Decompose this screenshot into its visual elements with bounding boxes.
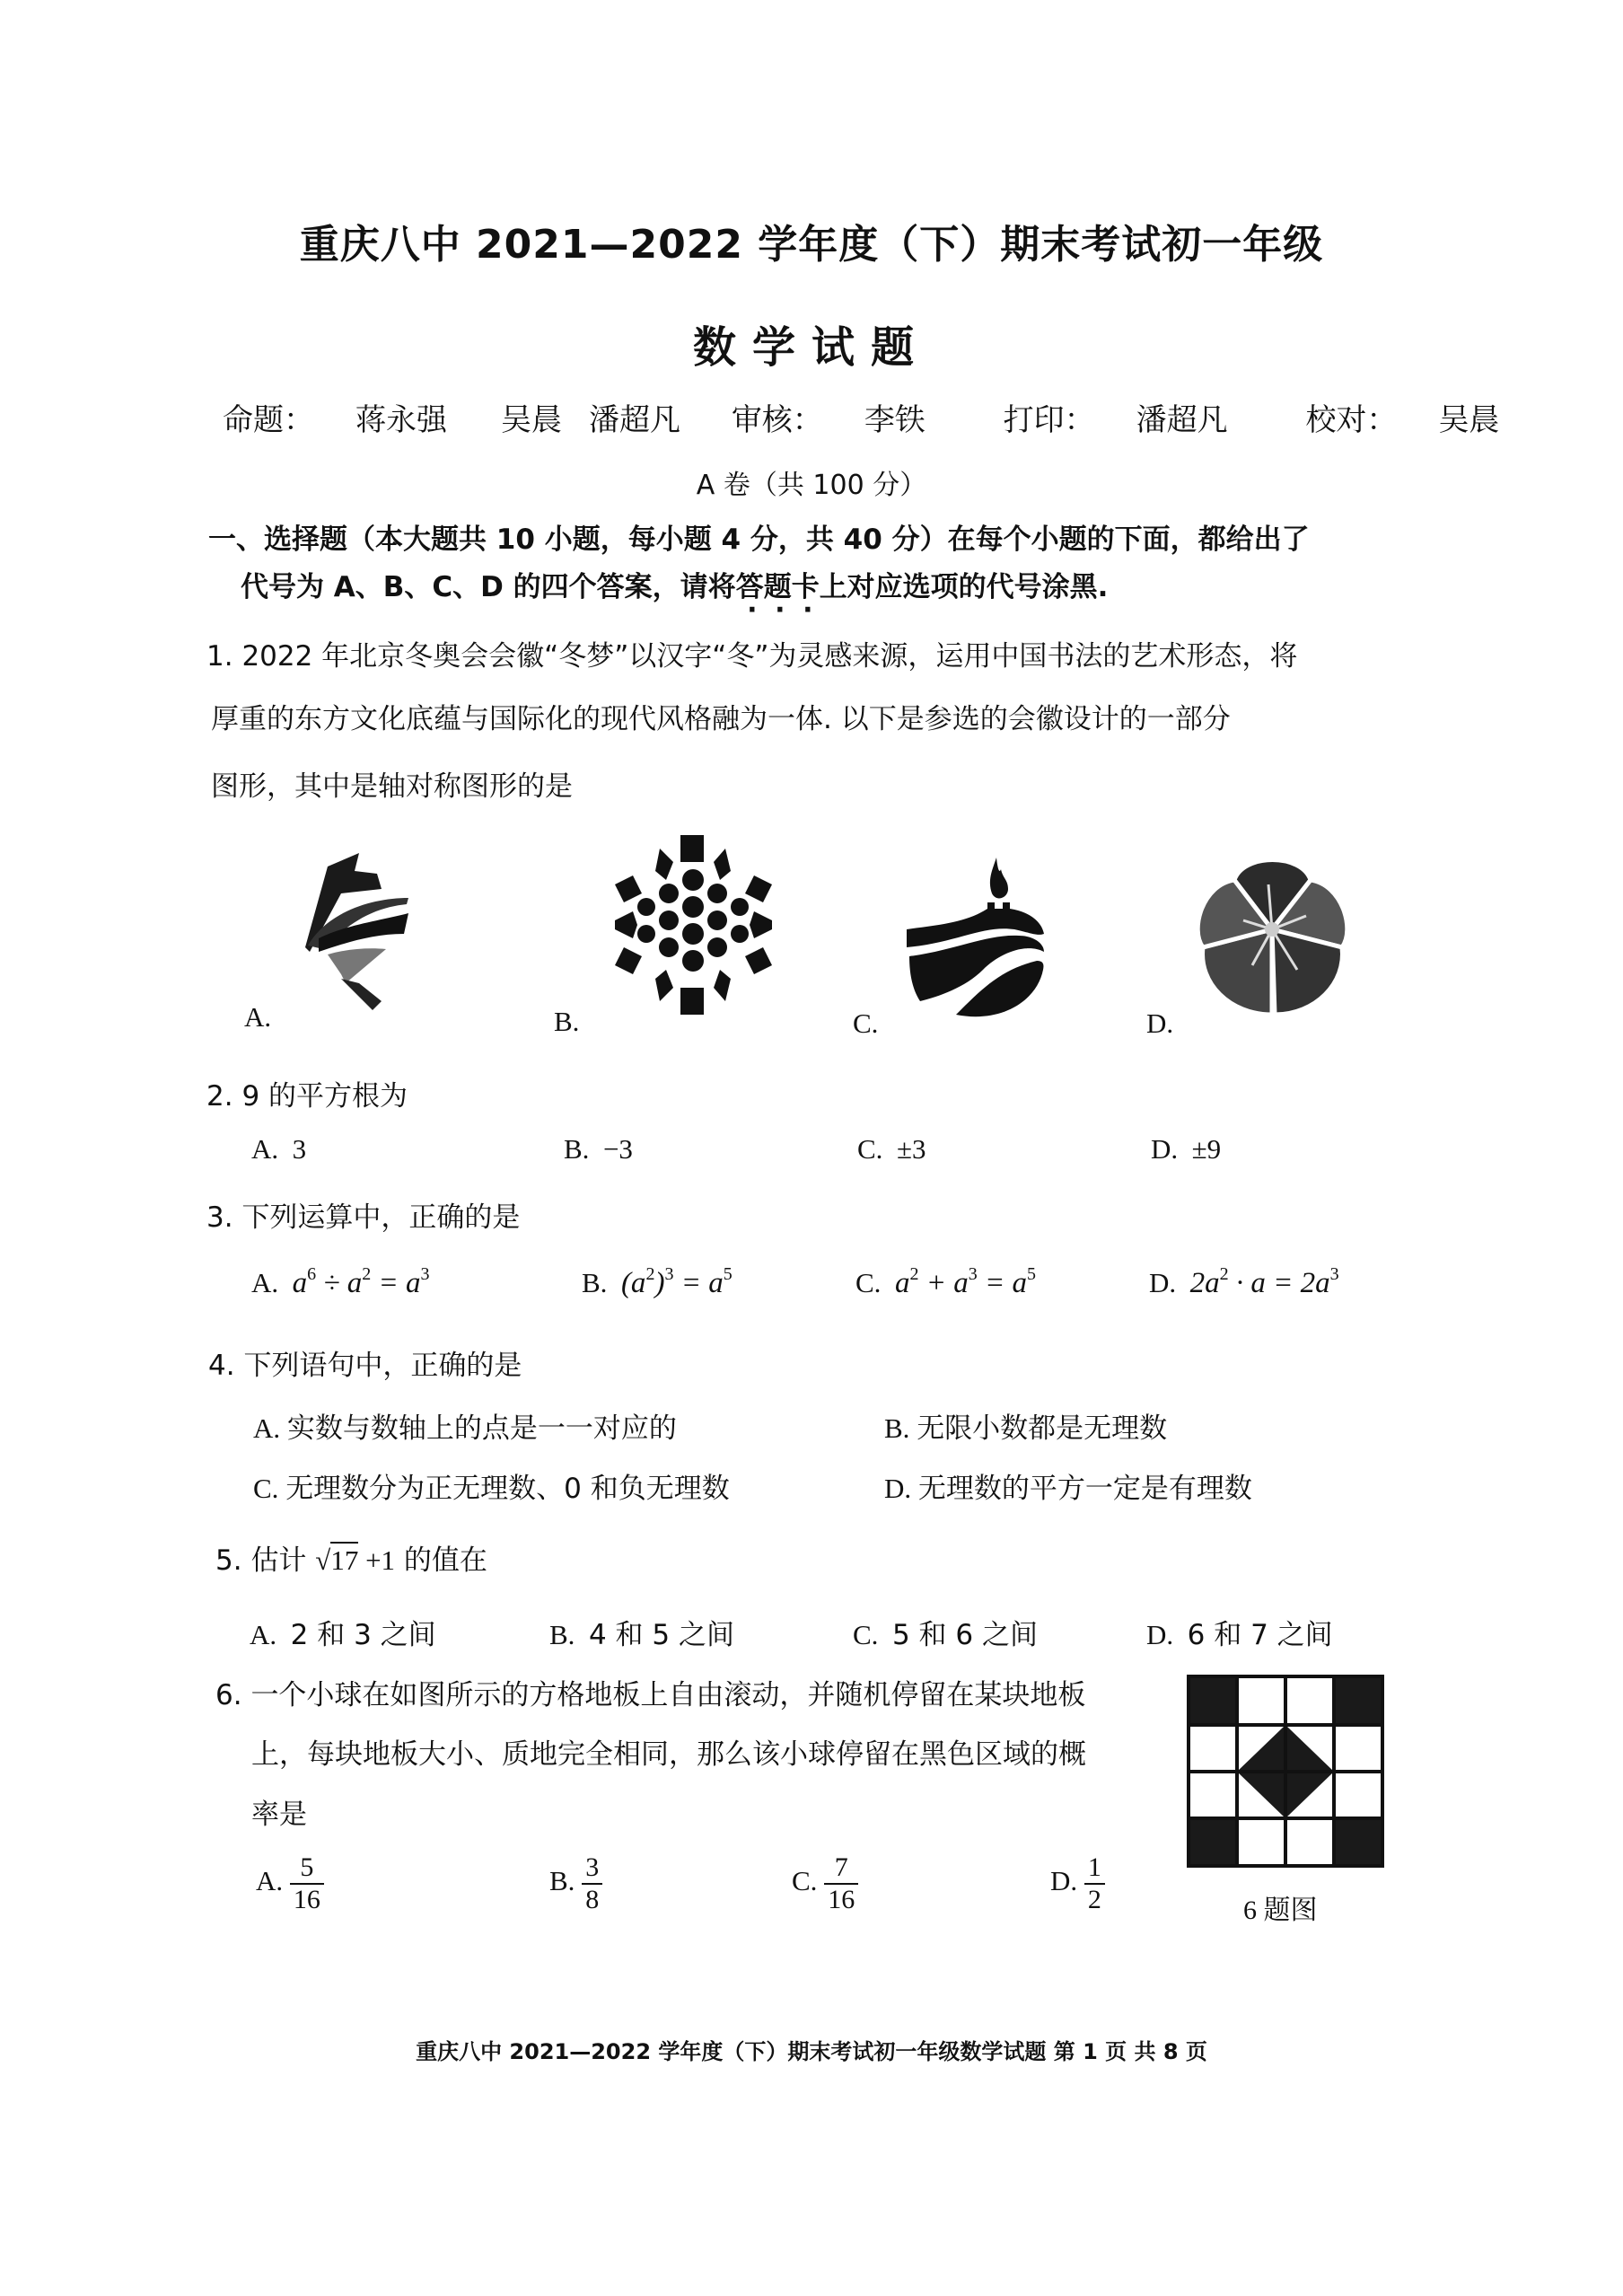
credit-role-label: 打印： — [1003, 402, 1095, 438]
question-number: 4. — [208, 1350, 235, 1382]
question-text: 一个小球在如图所示的方格地板上自由滚动，并随机停留在某块地板 — [250, 1679, 1086, 1711]
option-value: −3 — [602, 1133, 633, 1165]
question-text: 9 的平方根为 — [241, 1080, 408, 1113]
question-2 — [206, 1073, 408, 1113]
option-formula: $2a^2 \cdot a = 2a^3$ — [1189, 1264, 1339, 1299]
section-heading-text: 上对应选项的代号涂黑. — [819, 571, 1109, 603]
option-label: D. — [1149, 1267, 1177, 1298]
question-6-line3: 率是 — [251, 1799, 307, 1831]
option-value: 实数与数轴上的点是一一对应的 — [286, 1412, 677, 1445]
option-label: D. — [1151, 1133, 1179, 1165]
q2-option-c[interactable] — [857, 1133, 926, 1166]
question-text: 2022 年北京冬奥会会徽“冬梦”以汉字“冬”为灵感来源，运用中国书法的艺术形态，将 — [241, 640, 1298, 673]
option-label: B. — [884, 1412, 910, 1444]
q1-option-b-label[interactable]: B. — [554, 1006, 580, 1037]
option-label: B. — [564, 1133, 590, 1165]
option-label: A. — [253, 1412, 281, 1444]
credit-role-label: 命题： — [223, 402, 314, 438]
q5-option-d[interactable] — [1146, 1612, 1333, 1652]
q3-option-d[interactable] — [1149, 1264, 1339, 1300]
section-heading-text: 代号为 A、B、C、D 的四个答案，请将 — [241, 571, 736, 603]
option-formula: $a^6 \div a^2 = a^3$ — [292, 1264, 430, 1299]
option-label: C. — [857, 1133, 883, 1165]
question-text: 下列运算中，正确的是 — [241, 1201, 521, 1234]
snowflake-hex-pattern-icon — [610, 835, 776, 1015]
option-value: 无理数的平方一定是有理数 — [917, 1473, 1252, 1505]
plum-blossom-emblem-icon — [1189, 840, 1355, 1019]
section-heading-line2 — [241, 564, 1108, 604]
credit-name: 蒋永强 — [355, 402, 447, 438]
q3-option-c[interactable] — [855, 1264, 1036, 1300]
option-value: 5 和 6 之间 — [891, 1619, 1038, 1651]
credit-role-label: 审核： — [731, 402, 823, 438]
sqrt-expression: √17 +1 — [315, 1542, 395, 1576]
option-label: C. — [855, 1267, 882, 1298]
credit-role — [732, 402, 967, 438]
black-tile — [1334, 1676, 1382, 1723]
emphasis-char: 卡 — [791, 571, 820, 603]
exam-subtitle: 数学试题 — [692, 322, 930, 373]
option-value: ±9 — [1191, 1133, 1222, 1165]
option-label: C. — [792, 1865, 818, 1897]
exam-title: 重庆八中 2021—2022 学年度（下）期末考试初一年级 — [299, 222, 1324, 268]
q3-option-b[interactable] — [582, 1264, 733, 1300]
q4-option-a[interactable] — [253, 1405, 677, 1446]
question-4 — [208, 1342, 522, 1383]
q5-option-a[interactable] — [250, 1612, 436, 1652]
q2-option-b[interactable] — [564, 1133, 633, 1166]
option-label: A. — [251, 1267, 279, 1298]
question-number: 6. — [215, 1679, 242, 1711]
option-value: 2 和 3 之间 — [290, 1619, 436, 1651]
fraction: $\frac{1}{2}$ — [1084, 1852, 1105, 1915]
question-text: 下列语句中，正确的是 — [243, 1350, 522, 1382]
q3-option-a[interactable] — [251, 1264, 430, 1300]
option-value: 无限小数都是无理数 — [917, 1412, 1168, 1445]
fraction: $\frac{3}{8}$ — [582, 1852, 602, 1915]
tile-grid-figure — [1187, 1675, 1384, 1868]
q6-option-c[interactable] — [792, 1852, 858, 1915]
question-6-line2: 上，每块地板大小、质地完全相同，那么该小球停留在黑色区域的概 — [251, 1738, 1086, 1771]
q4-option-b[interactable] — [884, 1405, 1167, 1446]
option-value: 6 和 7 之间 — [1187, 1619, 1333, 1651]
q2-option-d[interactable] — [1151, 1133, 1221, 1166]
option-value: 无理数分为正无理数、0 和负无理数 — [285, 1473, 730, 1505]
credit-role — [223, 402, 474, 438]
option-label: B. — [549, 1865, 575, 1897]
question-number: 5. — [215, 1544, 242, 1577]
option-label: B. — [549, 1619, 575, 1650]
option-label: B. — [582, 1267, 608, 1298]
q1-option-d-label[interactable]: D. — [1146, 1007, 1174, 1039]
option-label: C. — [253, 1473, 279, 1504]
calligraphy-dong-emblem-icon — [292, 849, 408, 1019]
question-text: 的值在 — [403, 1544, 487, 1577]
q4-option-c[interactable] — [253, 1465, 730, 1506]
question-text: 估计 — [250, 1544, 307, 1577]
q2-option-a[interactable] — [251, 1133, 306, 1166]
credit-role-label: 校对： — [1305, 402, 1398, 438]
credit-name: 潘超凡 — [589, 402, 680, 438]
q5-option-b[interactable] — [549, 1612, 734, 1652]
q1-option-c-label[interactable]: C. — [853, 1007, 879, 1039]
option-label: A. — [251, 1133, 279, 1165]
page-footer: 重庆八中 2021—2022 学年度（下）期末考试初一年级数学试题 第 1 页 共 8 页 — [416, 2039, 1207, 2064]
expression-tail: +1 — [365, 1544, 396, 1576]
section-heading-line1: 一、选择题（本大题共 10 小题，每小题 4 分，共 40 分）在每个小题的下面，都给出了 — [208, 523, 1310, 556]
option-value: ±3 — [896, 1133, 926, 1165]
black-tile — [1189, 1676, 1237, 1723]
question-1-line2: 厚重的东方文化底蕴与国际化的现代风格融为一体. 以下是参选的会徽设计的一部分 — [211, 703, 1231, 735]
great-wall-flame-emblem-icon — [902, 853, 1050, 1024]
radicand: 17 — [330, 1542, 358, 1576]
credit-name: 李铁 — [864, 402, 926, 438]
option-value: 3 — [292, 1133, 307, 1165]
question-number: 2. — [206, 1080, 233, 1113]
option-label: D. — [1146, 1619, 1174, 1650]
emphasis-char: 答 — [735, 571, 764, 603]
question-1-line1 — [206, 633, 1297, 673]
option-label: D. — [1050, 1865, 1078, 1897]
option-label: D. — [884, 1473, 912, 1504]
option-label: C. — [853, 1619, 879, 1650]
question-number: 3. — [206, 1201, 233, 1234]
question-number: 1. — [206, 640, 233, 673]
q4-option-d[interactable] — [884, 1465, 1252, 1506]
fraction: $\frac{5}{16}$ — [290, 1852, 324, 1915]
credit-name: 吴晨 — [501, 402, 562, 438]
volume-label: A 卷（共 100 分） — [696, 470, 927, 501]
q6-option-a[interactable] — [256, 1852, 324, 1915]
option-formula: $a^2 + a^3 = a^5$ — [894, 1264, 1036, 1299]
q1-option-a-label[interactable]: A. — [244, 1001, 272, 1033]
option-label: A. — [256, 1865, 284, 1897]
option-formula: $(a^2)^3 = a^5$ — [620, 1264, 733, 1299]
black-tile — [1334, 1818, 1382, 1866]
option-value: 4 和 5 之间 — [588, 1619, 734, 1651]
figure-caption: 6 题图 — [1243, 1896, 1318, 1925]
q6-option-d[interactable] — [1050, 1852, 1105, 1915]
credit-name: 吴晨 — [1438, 402, 1500, 438]
credit-role — [1004, 402, 1269, 438]
question-5 — [215, 1537, 487, 1578]
fraction: $\frac{7}{16}$ — [824, 1852, 858, 1915]
question-1-line3: 图形，其中是轴对称图形的是 — [211, 770, 573, 803]
emphasis-char: 题 — [763, 571, 792, 603]
credit-role — [1305, 402, 1540, 438]
question-6-line1 — [215, 1672, 1085, 1712]
credit-name: 潘超凡 — [1136, 402, 1228, 438]
black-tile — [1189, 1818, 1237, 1866]
q6-option-b[interactable] — [549, 1852, 602, 1915]
question-3 — [206, 1194, 520, 1235]
option-label: A. — [250, 1619, 277, 1650]
credits-line — [223, 395, 1582, 439]
q5-option-c[interactable] — [853, 1612, 1038, 1652]
